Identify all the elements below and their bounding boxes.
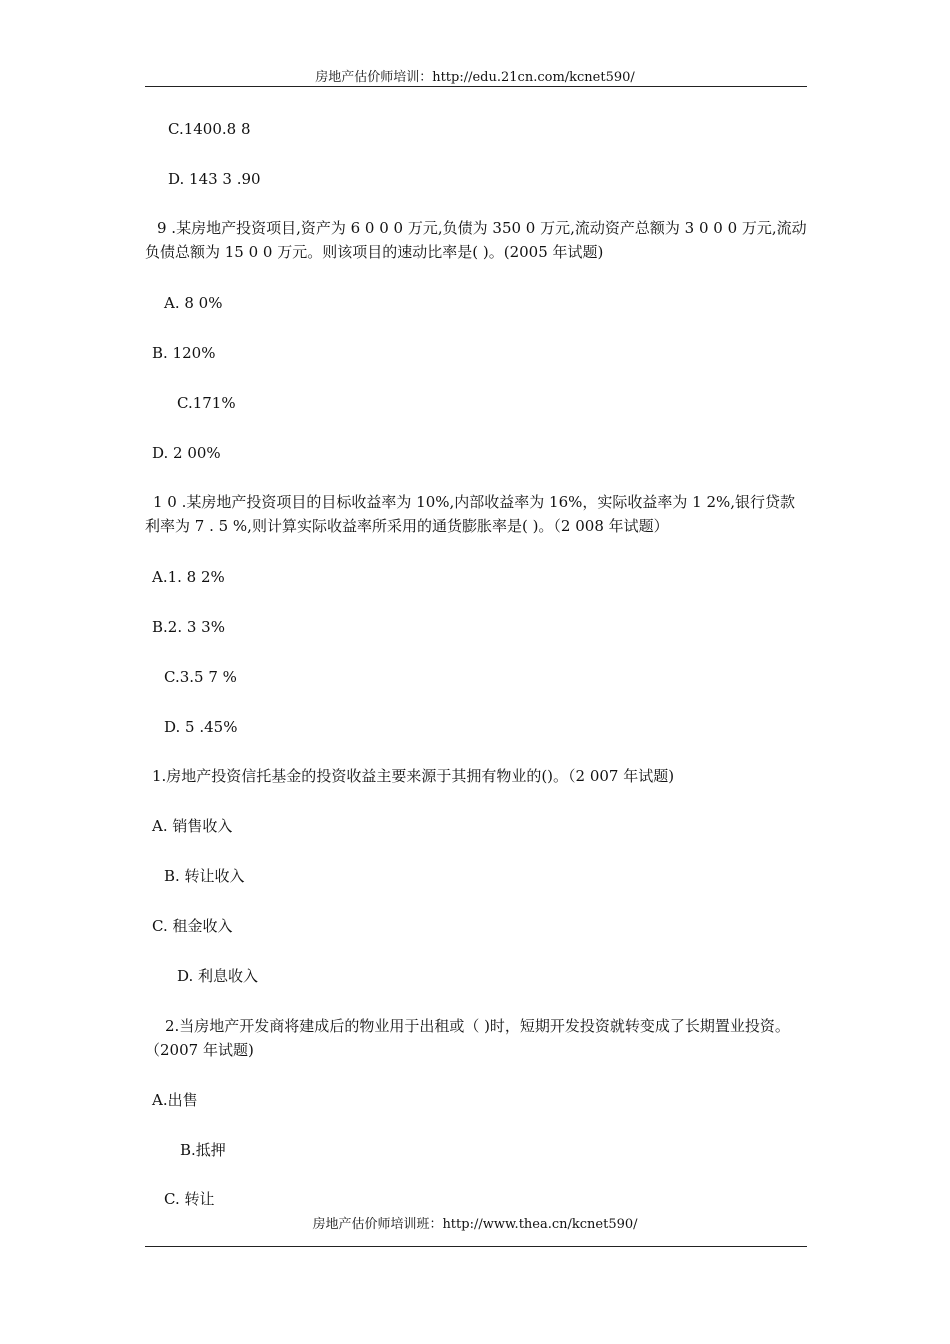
option-a-q2: A.出售 [152, 1091, 198, 1109]
option-a-q9: A. 8 0% [164, 294, 223, 312]
option-c-q1: C. 租金收入 [152, 917, 233, 935]
option-b-q10: B.2. 3 3% [152, 618, 225, 636]
header-rule [145, 86, 807, 87]
option-d-q1: D. 利息收入 [177, 967, 259, 985]
question-2: 2.当房地产开发商将建成后的物业用于出租或（ )时，短期开发投资就转变成了长期置业投资。（2007 年试题) [145, 1017, 790, 1059]
page-footer: 房地产估价师培训班：http://www.thea.cn/kcnet590/ [312, 1217, 638, 1232]
option-c-q9: C.171% [177, 394, 236, 412]
option-c-q2: C. 转让 [164, 1190, 215, 1208]
option-a-q1: A. 销售收入 [152, 817, 233, 835]
page-header: 房地产估价师培训：http://edu.21cn.com/kcnet590/ [315, 70, 635, 85]
option-d-q9: D. 2 00% [152, 444, 221, 462]
question-9: 9 .某房地产投资项目,资产为 6 0 0 0 万元,负债为 350 0 万元,流动资产总额为 3 0 0 0 万元,流动负债总额为 15 0 0 万元。则该项目的速动比率是( )。(2005 年试题) [145, 219, 807, 261]
question-10: 1 0 .某房地产投资项目的目标收益率为 10%,内部收益率为 16%，实际收益率为 1 2%,银行贷款利率为 7 . 5 %,则计算实际收益率所采用的通货膨胀率是( )。（2 008 年试题） [145, 493, 796, 535]
footer-rule [145, 1246, 807, 1247]
option-b-q9: B. 120% [152, 344, 216, 362]
option-b-q2: B.抵押 [180, 1141, 226, 1159]
option-b-q1: B. 转让收入 [164, 867, 245, 885]
option-d-q10: D. 5 .45% [164, 718, 238, 736]
option-d-q8: D. 143 3 .90 [168, 170, 261, 188]
option-a-q10: A.1. 8 2% [152, 568, 225, 586]
option-c-q8: C.1400.8 8 [168, 120, 251, 138]
question-1: 1.房地产投资信托基金的投资收益主要来源于其拥有物业的()。（2 007 年试题) [152, 767, 675, 785]
option-c-q10: C.3.5 7 % [164, 668, 237, 686]
